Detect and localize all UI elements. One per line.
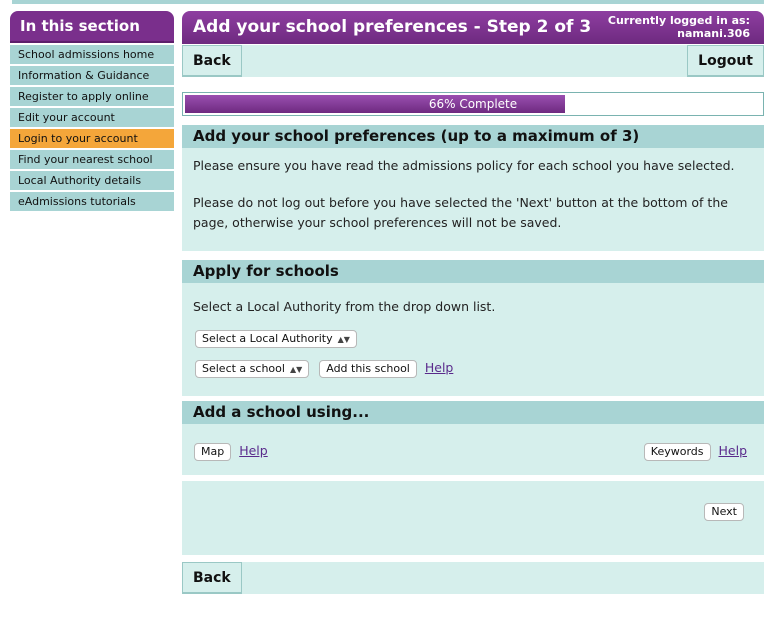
progress-track bbox=[185, 95, 761, 113]
back-button[interactable]: Back bbox=[182, 45, 242, 77]
login-status bbox=[608, 14, 750, 40]
sidebar-item-register[interactable]: Register to apply online bbox=[10, 87, 174, 106]
username: namani.306 bbox=[677, 27, 750, 40]
apply-section bbox=[182, 260, 764, 396]
preferences-warning-text: Please do not log out before you have selected the 'Next' button at the bottom of the page, otherwise your school preferences will not be saved. bbox=[193, 195, 728, 230]
select-arrows-icon: ▲▼ bbox=[289, 365, 303, 374]
next-button[interactable]: Next bbox=[704, 503, 744, 521]
map-help-link[interactable]: Help bbox=[239, 443, 268, 458]
sidebar-nav bbox=[10, 45, 174, 211]
add-using-body bbox=[182, 424, 764, 475]
add-using-heading: Add a school using... bbox=[182, 401, 764, 424]
map-button[interactable]: Map bbox=[194, 443, 231, 461]
next-section bbox=[182, 481, 764, 555]
main-content bbox=[182, 11, 764, 594]
sidebar-item-login[interactable]: Login to your account bbox=[10, 129, 174, 148]
bottom-nav-bar bbox=[182, 562, 764, 594]
sidebar-title: In this section bbox=[10, 11, 174, 43]
school-select[interactable] bbox=[195, 360, 309, 378]
apply-instruction: Select a Local Authority from the drop down list. bbox=[193, 299, 496, 314]
bottom-back-button[interactable]: Back bbox=[182, 562, 242, 594]
login-label: Currently logged in as: bbox=[607, 14, 750, 27]
preferences-body bbox=[182, 148, 764, 251]
page-header bbox=[182, 11, 764, 44]
sidebar-item-school-admissions-home[interactable]: School admissions home bbox=[10, 45, 174, 64]
add-using-section bbox=[182, 401, 764, 475]
sidebar-item-local-authority-details[interactable]: Local Authority details bbox=[10, 171, 174, 190]
add-school-button[interactable]: Add this school bbox=[319, 360, 417, 378]
local-authority-select[interactable] bbox=[195, 330, 357, 348]
page-title: Add your school preferences - Step 2 of 3 bbox=[193, 17, 592, 37]
top-nav-bar bbox=[182, 45, 764, 77]
select-arrows-icon: ▲▼ bbox=[337, 335, 350, 344]
school-select-value: Select a school bbox=[202, 362, 285, 375]
sidebar-item-eadmissions-tutorials[interactable]: eAdmissions tutorials bbox=[10, 192, 174, 211]
keywords-button[interactable]: Keywords bbox=[644, 443, 711, 461]
top-strip bbox=[12, 0, 764, 4]
local-authority-select-value: Select a Local Authority bbox=[202, 332, 333, 345]
logout-button[interactable]: Logout bbox=[687, 45, 764, 77]
preferences-policy-text: Please ensure you have read the admissions policy for each school you have selected. bbox=[193, 158, 735, 173]
progress-label: 66% Complete bbox=[428, 97, 518, 111]
preferences-section bbox=[182, 125, 764, 251]
preferences-heading: Add your school preferences (up to a maximum of 3) bbox=[182, 125, 764, 148]
apply-body bbox=[182, 283, 764, 396]
progress-bar bbox=[182, 92, 764, 116]
apply-help-link[interactable]: Help bbox=[424, 360, 454, 375]
sidebar-item-information-guidance[interactable]: Information & Guidance bbox=[10, 66, 174, 85]
keywords-help-link[interactable]: Help bbox=[718, 443, 747, 458]
sidebar-item-find-nearest-school[interactable]: Find your nearest school bbox=[10, 150, 174, 169]
sidebar-item-edit-account[interactable]: Edit your account bbox=[10, 108, 174, 127]
section-sidebar bbox=[10, 11, 174, 211]
apply-heading: Apply for schools bbox=[182, 260, 764, 283]
